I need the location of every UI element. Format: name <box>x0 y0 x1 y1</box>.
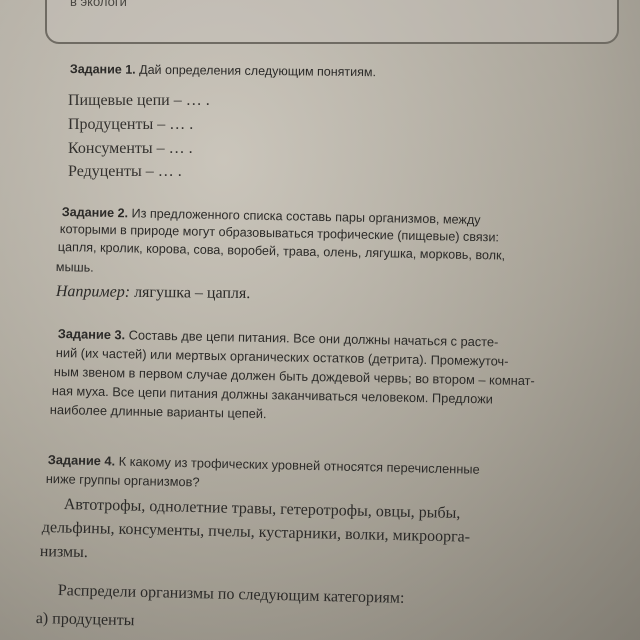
task1-heading <box>70 62 376 79</box>
organisms-line-1: Автотрофы, однолетние травы, гетеротрофы, овцы, рыбы, <box>63 496 461 522</box>
task3-line-2: ний (их частей) или мертвых органических остатков (детрита). Промежуточ- <box>55 345 509 369</box>
task2-line-1: Задание 2. Из предложенного списка составь пары организмов, между <box>61 205 481 228</box>
task4-label: Задание 4. <box>47 452 116 469</box>
task2-example <box>56 283 251 303</box>
task1-label: Задание 1. <box>69 62 136 77</box>
top-box-text: в экологи <box>70 0 127 9</box>
task3-label: Задание 3. <box>57 326 126 343</box>
organisms-line-2: дельфины, консументы, пчелы, кустарники, волки, микроорга- <box>41 519 471 546</box>
task4-line-2: ниже группы организмов? <box>45 471 200 490</box>
task3-line-3: ным звеном в первом случае должен быть дождевой червь; во втором – комнат- <box>53 364 535 389</box>
category-a: а) продуценты <box>35 610 135 630</box>
task1-item-consumers: Консументы – … . <box>68 140 193 157</box>
task2-line-2: которыми в природе могут образовываться трофические (пищевые) связи: <box>59 222 500 245</box>
top-info-box <box>45 0 619 44</box>
organisms-line-3: низмы. <box>39 543 89 562</box>
task3-line-5: наиболее длинные варианты цепей. <box>49 402 267 422</box>
task1-item-food-chains: Пищевые цепи – … . <box>68 92 210 109</box>
task3-line-1: Задание 3. Составь две цепи питания. Все они должны начаться с расте- <box>57 326 499 350</box>
task1-item-decomposers: Редуценты – … . <box>68 163 182 180</box>
task2-label: Задание 2. <box>61 205 129 221</box>
task1-item-producers: Продуценты – … . <box>68 116 194 133</box>
task2-line-4: мышь. <box>55 260 94 275</box>
example-label: Например: <box>55 283 131 301</box>
task3-line-4: ная муха. Все цепи питания должны заканчиваться человеком. Предложи <box>51 383 494 407</box>
distribute-instruction: Распредели организмы по следующим категориям: <box>57 582 405 607</box>
task2-line-3: цапля, кролик, корова, сова, воробей, трава, олень, лягушка, морковь, волк, <box>57 240 506 263</box>
task4-line-1: Задание 4. К какому из трофических уровней относятся перечисленные <box>47 452 480 477</box>
example-text: лягушка – цапля. <box>134 283 251 303</box>
task1-text: Дай определения следующим понятиям. <box>139 62 377 80</box>
